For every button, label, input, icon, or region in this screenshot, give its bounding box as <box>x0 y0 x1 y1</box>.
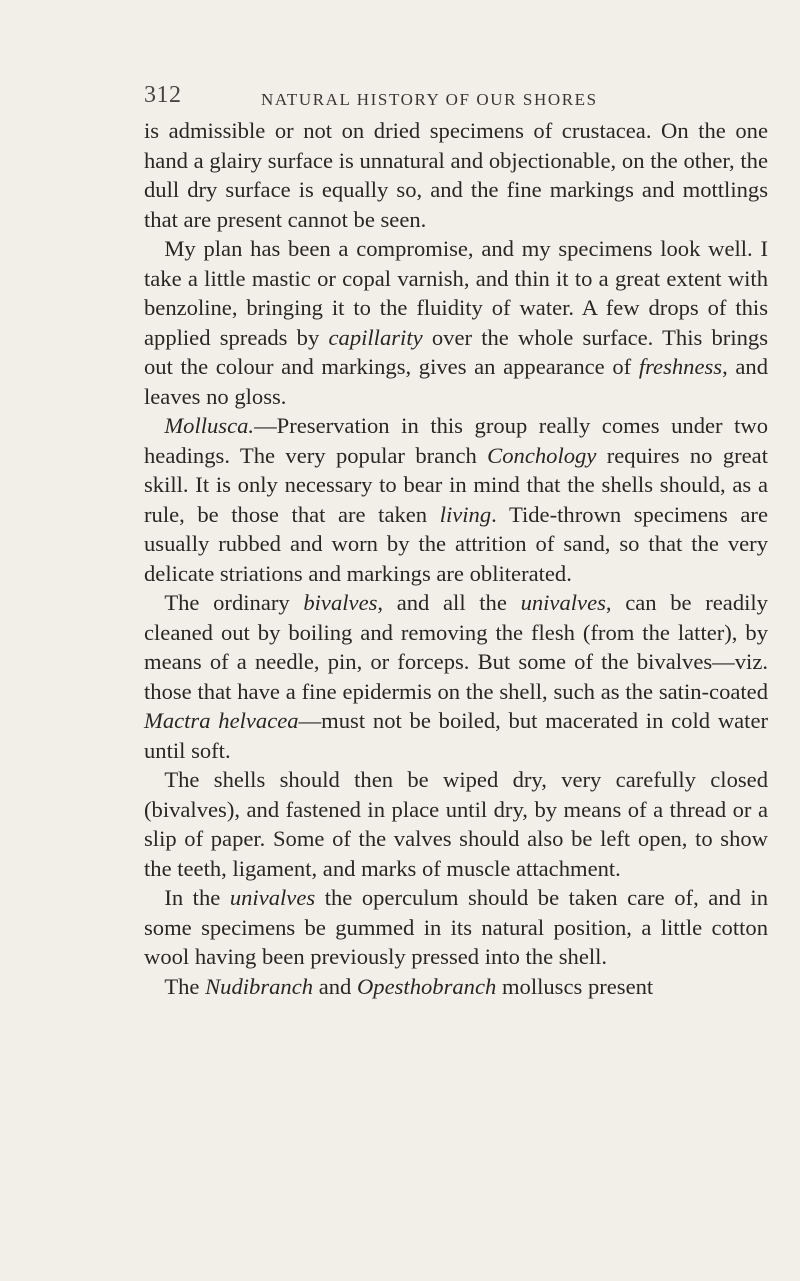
text-run: —Preservation in this group really comes under two headings. The very popular branch <box>144 413 768 468</box>
emphasis-univalves: univalves <box>229 885 316 910</box>
emphasis-living: living <box>439 501 492 527</box>
emphasis-opesthobranch: Opesthobranch <box>356 973 497 999</box>
text-run: In the <box>164 885 230 910</box>
body-text <box>144 116 768 1001</box>
text-run: The shells should then be wiped dry, very carefully closed (bivalves), and fastened in place until dry, by means of a thread or a slip of paper. Some of the valves should also be left open, to show the teeth, ligament, and marks of muscle attachment. <box>144 767 768 881</box>
text-run: The <box>164 973 206 999</box>
text-run: over the whole surface. This brings out the colour and markings, gives an appearance of <box>144 324 768 379</box>
text-run: molluscs present <box>496 973 654 999</box>
paragraph-nudibranch <box>144 972 768 1002</box>
paragraph-mollusca <box>144 411 768 588</box>
text-run: the operculum should be taken care of, and in some specimens be gummed in its natural position, a little cotton wool having been previously pressed into the shell. <box>144 885 768 969</box>
text-run: is admissible or not on dried specimens of crustacea. On the one hand a glairy surface is unnatural and objectionable, on the other, the dull dry surface is equally so, and the fine markings and mottlings that are present cannot be seen. <box>144 118 768 232</box>
text-run: , can be readily cleaned out by boiling and removing the flesh (from the latter), by means of a needle, pin, or forceps. But some of the bivalves—viz. those that have a fine epidermis on the shell, such as the satin-coated <box>144 590 768 704</box>
page-number: 312 <box>144 82 182 108</box>
text-run: . Tide-thrown specimens are usually rubbed and worn by the attrition of sand, so that the very delicate striations and markings are obliterated. <box>144 501 768 586</box>
emphasis-mactra-helvacea: Mactra helvacea <box>144 708 299 733</box>
page-header <box>144 82 694 118</box>
emphasis-univalves: univalves <box>520 590 606 615</box>
emphasis-bivalves: bivalves <box>303 590 378 615</box>
emphasis-conchology: Conchology <box>487 442 597 468</box>
text-run: , and leaves no gloss. <box>144 354 768 409</box>
emphasis-nudibranch: Nudibranch <box>205 973 314 999</box>
emphasis-capillarity: capillarity <box>328 324 423 350</box>
text-run: My plan has been a compromise, and my specimens look well. I take a little mastic or copal varnish, and thin it to a great extent with benzoline, bringing it to the fluidity of water. A few drops of this applied spreads by <box>144 236 768 350</box>
text-run: The ordinary <box>164 590 304 615</box>
text-run: and <box>313 973 357 999</box>
paragraph-varnish-method <box>144 234 768 411</box>
running-title: NATURAL HISTORY OF OUR SHORES <box>261 90 598 109</box>
text-run: , and all the <box>377 590 521 615</box>
section-heading-mollusca: Mollusca. <box>164 413 255 438</box>
text-run: —must not be boiled, but macerated in cold water until soft. <box>144 708 768 763</box>
paragraph-operculum <box>144 883 768 972</box>
paragraph-drying-shells <box>144 765 768 883</box>
text-run: requires no great skill. It is only necessary to bear in mind that the shells should, as a rule, be those that are taken <box>144 442 768 527</box>
paragraph-crustacea-surface <box>144 116 768 234</box>
emphasis-freshness: freshness <box>638 354 723 379</box>
paragraph-cleaning-shells <box>144 588 768 765</box>
